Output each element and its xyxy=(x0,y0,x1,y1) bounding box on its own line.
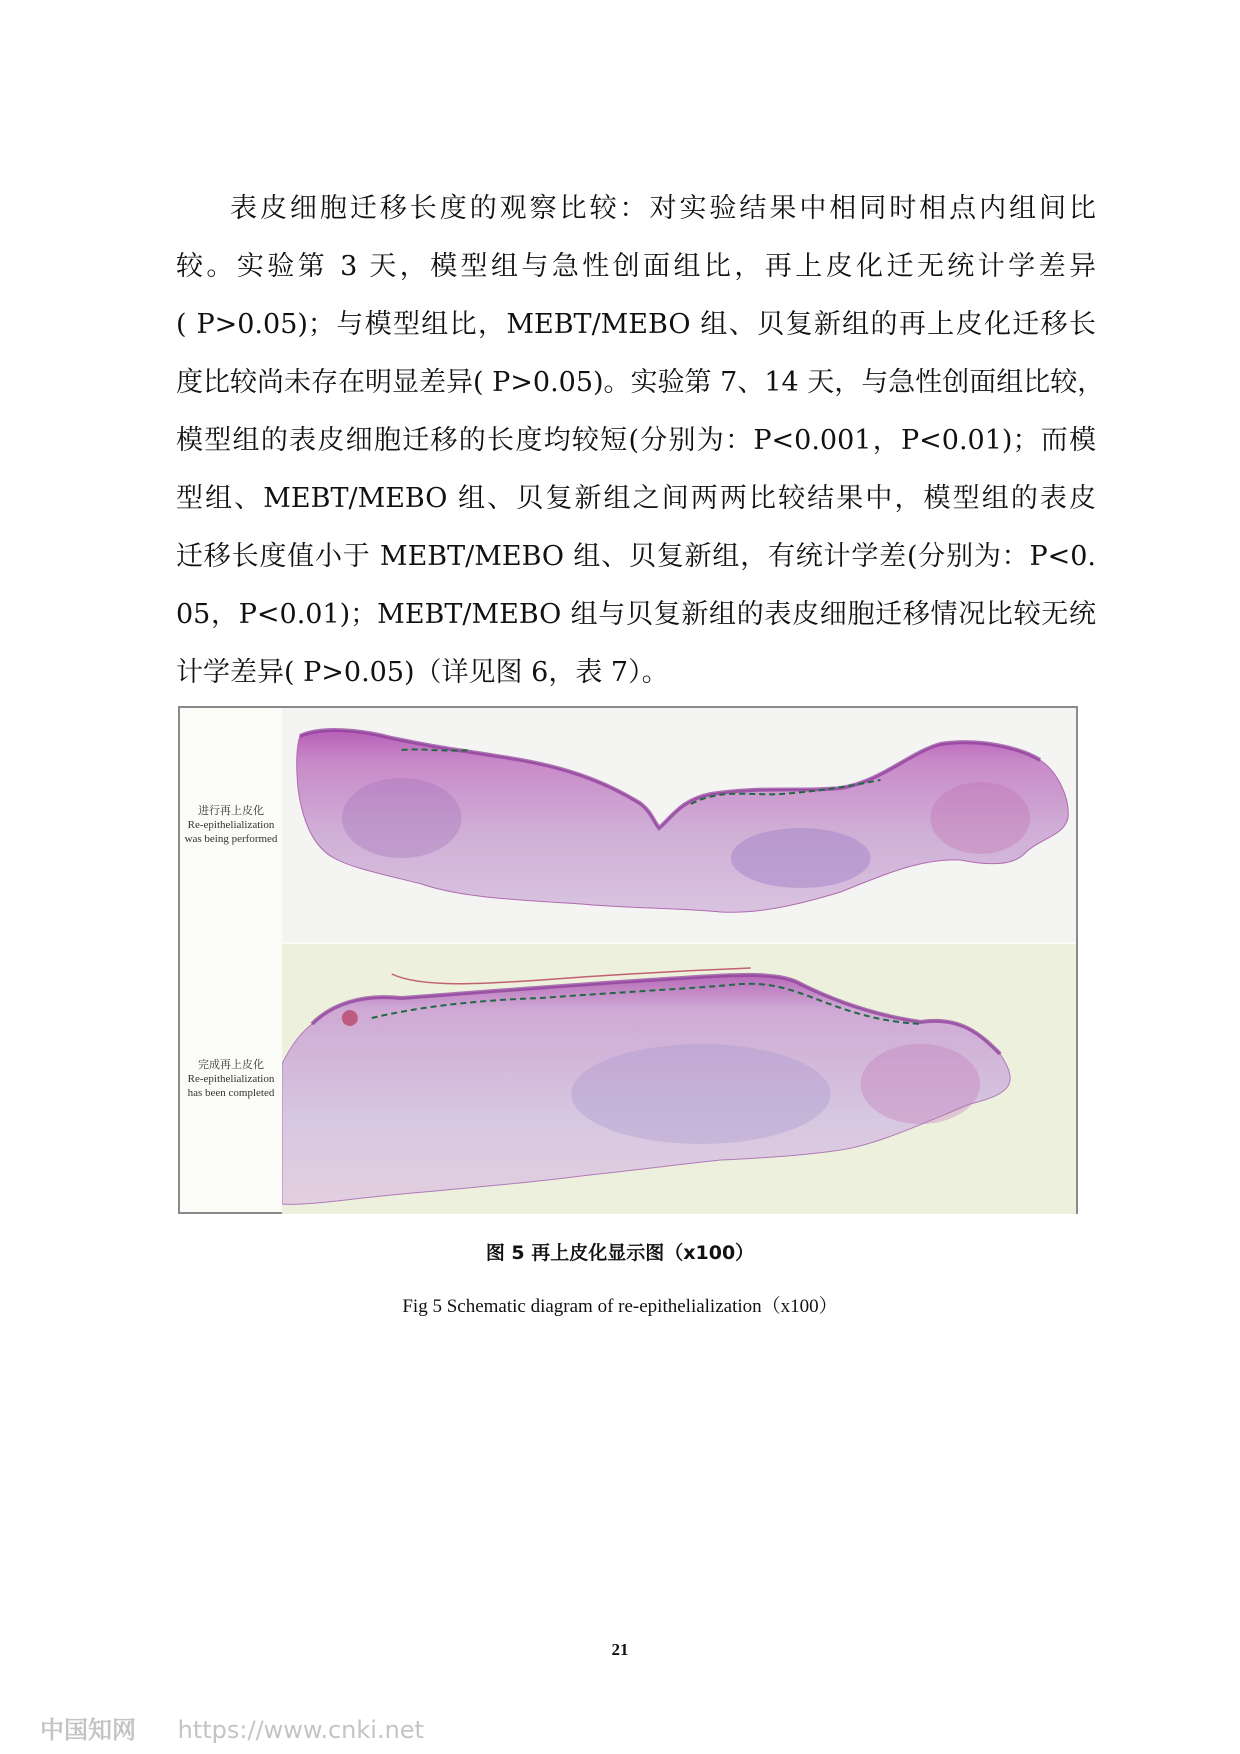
watermark xyxy=(40,1710,424,1745)
dense-region xyxy=(342,778,462,858)
paragraph-line: 计学差异( P>0.05)（详见图 6，表 7）。 xyxy=(176,657,669,688)
page-number: 21 xyxy=(611,1640,629,1659)
paragraph-line: ( P>0.05)；与模型组比，MEBT/MEBO 组、贝复新组的再上皮化迁移长 xyxy=(176,309,1096,340)
panel-label-cn: 进行再上皮化 xyxy=(198,805,264,817)
dense-region xyxy=(731,828,871,888)
panel-label-en: was being performed xyxy=(184,833,278,845)
hair-follicle xyxy=(342,1010,358,1026)
panel-label-en: has been completed xyxy=(187,1087,275,1099)
figure-panel-bottom xyxy=(180,944,1076,1214)
figure-caption-en: Fig 5 Schematic diagram of re-epithelialization（x100） xyxy=(402,1296,838,1317)
paragraph-line: 度比较尚未存在明显差异( P>0.05)。实验第 7、14 天，与急性创面组比较， xyxy=(176,367,1105,398)
figure-panel-top xyxy=(180,708,1076,942)
paragraph-line: 模型组的表皮细胞迁移的长度均较短(分别为：P<0.001，P<0.01)；而模 xyxy=(176,425,1096,456)
figure-re-epithelialization xyxy=(178,706,1078,1214)
dense-region xyxy=(930,782,1030,854)
panel-label-top xyxy=(180,708,282,942)
watermark-url: https://www.cnki.net xyxy=(177,1716,424,1744)
watermark-brand: 中国知网 xyxy=(40,1716,136,1744)
histology-image-top xyxy=(282,708,1076,942)
body-paragraph xyxy=(176,180,1105,702)
paragraph-line: 迁移长度值小于 MEBT/MEBO 组、贝复新组，有统计学差(分别为：P<0. xyxy=(176,541,1096,572)
dense-region xyxy=(861,1044,981,1124)
paragraph-line: 05，P<0.01)；MEBT/MEBO 组与贝复新组的表皮细胞迁移情况比较无统 xyxy=(176,599,1096,630)
paragraph-line: 型组、MEBT/MEBO 组、贝复新组之间两两比较结果中，模型组的表皮 xyxy=(176,483,1096,514)
histology-image-bottom-drawing xyxy=(282,944,1076,1214)
paragraph-line: 表皮细胞迁移长度的观察比较：对实验结果中相同时相点内组间比 xyxy=(230,193,1096,224)
panel-label-cn: 完成再上皮化 xyxy=(198,1059,264,1071)
panel-label-en: Re-epithelialization xyxy=(187,1073,275,1085)
histology-image-top-drawing xyxy=(282,708,1076,942)
histology-image-bottom xyxy=(282,944,1076,1214)
panel-label-bottom xyxy=(180,944,282,1214)
dense-region xyxy=(571,1044,830,1144)
panel-label-en: Re-epithelialization xyxy=(187,819,275,831)
paragraph-line: 较。实验第 3 天，模型组与急性创面组比，再上皮化迁无统计学差异 xyxy=(176,251,1096,282)
figure-caption-cn: 图 5 再上皮化显示图（x100） xyxy=(485,1242,755,1264)
